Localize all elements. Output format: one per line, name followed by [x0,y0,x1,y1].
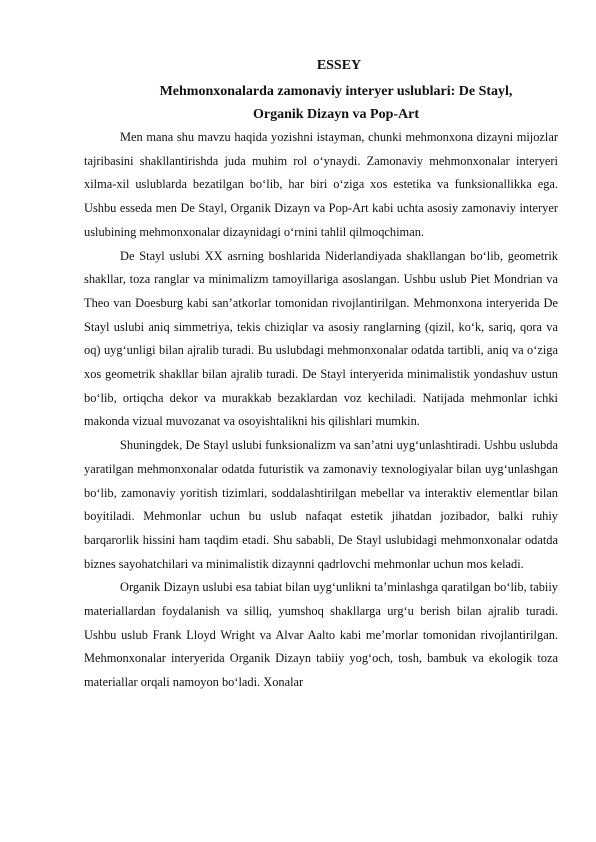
paragraph-intro: Men mana shu mavzu haqida yozishni istayman, chunki mehmonxona dizayni mijozlar tajribasini shakllantirishda juda muhim rol oʻynaydi. Zamonaviy mehmonxonalar interyeri xilma-xil uslublarda bezatilgan boʻlib, har biri oʻziga xos estetika va funksionallikka ega. Ushbu esseda men De Stayl, Organik Dizayn va Pop-Art kabi uchta asosiy zamonaviy interyer uslubining mehmonxonalar dizaynidagi oʻrnini tahlil qilmoqchiman. [84,130,558,239]
paragraph-de-stayl-function: Shuningdek, De Stayl uslubi funksionalizm va san’atni uygʻunlashtiradi. Ushbu uslubda yaratilgan mehmonxonalar odatda futuristik va zamonaviy texnologiyalar bilan uygʻunlashgan boʻlib, zamonaviy yoritish tizimlari, soddalashtirilgan mebellar va interaktiv elementlar bilan boyitiladi. Mehmonlar uchun bu uslub nafaqat estetik jihatdan jozibador, balki ruhiy barqarorlik hissini ham taqdim etadi. Shu sababli, De Stayl uslubidagi mehmonxonalar odatda biznes sayohatchilari va minimalistik dizaynni qadrlovchi mehmonlar uchun mos keladi. [84,438,558,571]
document-page [84,56,558,695]
paragraph-de-stayl-origins: De Stayl uslubi XX asrning boshlarida Niderlandiyada shakllangan boʻlib, geometrik shakllar, toza ranglar va minimalizm tamoyillariga asoslangan. Ushbu uslub Piet Mondrian va Theo van Doesburg kabi san’atkorlar tomonidan rivojlantirilgan. Mehmonxona interyerida De Stayl uslubi aniq simmetriya, tekis chiziqlar va asosiy ranglarning (qizil, koʻk, sariq, qora va oq) uygʻunligi bilan ajralib turadi. Bu uslubdagi mehmonxonalar odatda tartibli, aniq va oʻziga xos geometrik shakllar bilan ajralib turadi. De Stayl interyerida minimalistik yondashuv ustun boʻlib, ortiqcha dekor va murakkab bezaklardan voz kechiladi. Natijada mehmonlar ichki makonda vizual muvozanat va osoyishtalikni his qilishlari mumkin. [84,248,558,429]
title-line-2: Organik Dizayn va Pop-Art [252,107,420,122]
document-heading: ESSEY [316,58,362,73]
paragraph-organic-design: Organik Dizayn uslubi esa tabiat bilan uygʻunlikni ta’minlashga qaratilgan boʻlib, tabiiy materiallardan foydalanish va silliq, yumshoq shakllarga urgʻu berish bilan ajralib turadi. Ushbu uslub Frank Lloyd Wright va Alvar Aalto kabi me’morlar tomonidan rivojlantirilgan. Mehmonxonalar interyerida Organik Dizayn tabiiy yogʻoch, tosh, bambuk va ekologik toza materiallar orqali namoyon boʻladi. Xonalar [84,580,558,690]
title-line-1: Mehmonxonalarda zamonaviy interyer uslublari: De Stayl, [159,84,513,99]
document-title [84,80,558,126]
